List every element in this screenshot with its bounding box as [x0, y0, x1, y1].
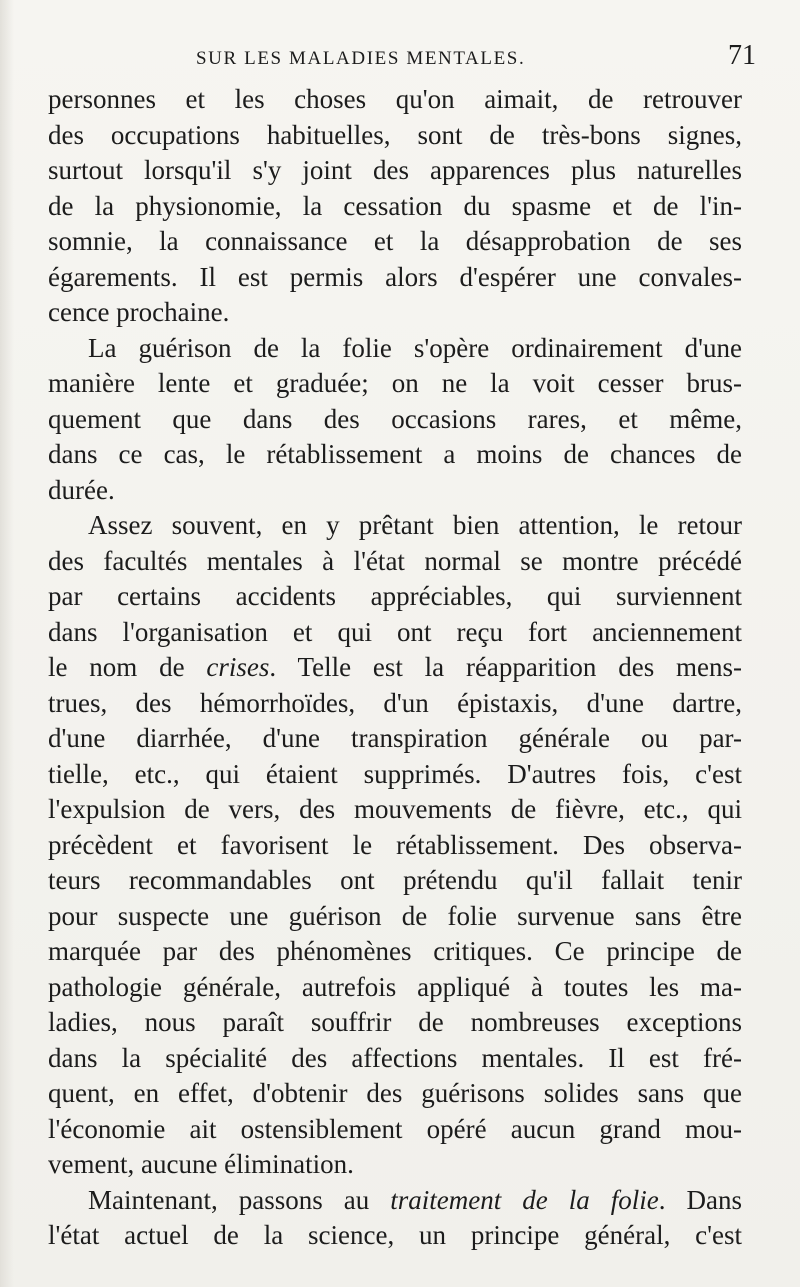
- text-line-mixed: [48, 1183, 742, 1219]
- body-text: [48, 82, 742, 1254]
- page-gutter-shadow: [0, 0, 14, 1287]
- text-line: somnie, la connaissance et la désapprobation de ses: [48, 226, 742, 256]
- text-line: l'expulsion de vers, des mouvements de fièvre, etc., qui: [48, 794, 742, 824]
- text-line: ladies, nous paraît souffrir de nombreuses exceptions: [48, 1007, 742, 1037]
- italic-term: traitement de la folie: [390, 1184, 659, 1215]
- text-line: Assez souvent, en y prêtant bien attention, le retour: [88, 510, 742, 540]
- text-run: le nom de: [48, 652, 207, 682]
- text-line: durée.: [48, 474, 115, 505]
- running-head: SUR LES MALADIES MENTALES.: [196, 48, 526, 69]
- text-line: La guérison de la folie s'opère ordinairement d'une: [88, 332, 742, 363]
- text-line: dans ce cas, le rétablissement a moins de chances de: [48, 439, 742, 469]
- text-line: teurs recommandables ont prétendu qu'il fallait tenir: [48, 865, 742, 895]
- text-line: dans l'organisation et qui ont reçu fort anciennement: [48, 616, 742, 647]
- text-line-mixed: [48, 650, 742, 686]
- text-run: . Telle est la réapparition des mens-: [269, 652, 742, 682]
- text-line: surtout lorsqu'il s'y joint des apparences plus naturelles: [48, 155, 742, 185]
- text-line: des occupations habituelles, sont de très-bons signes,: [48, 119, 742, 150]
- text-line: marquée par des phénomènes critiques. Ce principe de: [48, 936, 742, 966]
- text-line: pour suspecte une guérison de folie survenue sans être: [48, 900, 742, 931]
- text-line: personnes et les choses qu'on aimait, de retrouver: [48, 84, 742, 114]
- text-line: de la physionomie, la cessation du spasme et de l'in-: [48, 190, 742, 221]
- italic-term: crises: [206, 652, 270, 682]
- page-header: [48, 40, 760, 78]
- text-line: égarements. Il est permis alors d'espérer une convales-: [48, 261, 742, 292]
- text-line: vement, aucune élimination.: [48, 1149, 354, 1179]
- text-line: manière lente et graduée; on ne la voit cesser brus-: [48, 368, 742, 398]
- text-line: d'une diarrhée, d'une transpiration générale ou par-: [48, 723, 742, 753]
- text-line: quement que dans des occasions rares, et même,: [48, 403, 742, 434]
- text-line: quent, en effet, d'obtenir des guérisons solides sans que: [48, 1078, 742, 1108]
- text-run: Maintenant, passons au: [88, 1184, 391, 1215]
- text-line: dans la spécialité des affections mentales. Il est fré-: [48, 1042, 742, 1073]
- text-line: tielle, etc., qui étaient supprimés. D'autres fois, c'est: [48, 758, 742, 789]
- text-line: l'économie ait ostensiblement opéré aucun grand mou-: [48, 1113, 742, 1144]
- page-number: 71: [728, 40, 756, 71]
- text-run: . Dans: [658, 1184, 743, 1215]
- text-line: l'état actuel de la science, un principe général, c'est: [48, 1220, 742, 1250]
- text-line: des facultés mentales à l'état normal se montre précédé: [48, 545, 742, 576]
- text-line: trues, des hémorrhoïdes, d'un épistaxis, d'une dartre,: [48, 687, 742, 718]
- text-line: par certains accidents appréciables, qui surviennent: [48, 581, 742, 611]
- text-line: pathologie générale, autrefois appliqué à toutes les ma-: [48, 971, 742, 1002]
- text-line: cence prochaine.: [48, 297, 230, 327]
- text-line: précèdent et favorisent le rétablissement. Des observa-: [48, 829, 742, 860]
